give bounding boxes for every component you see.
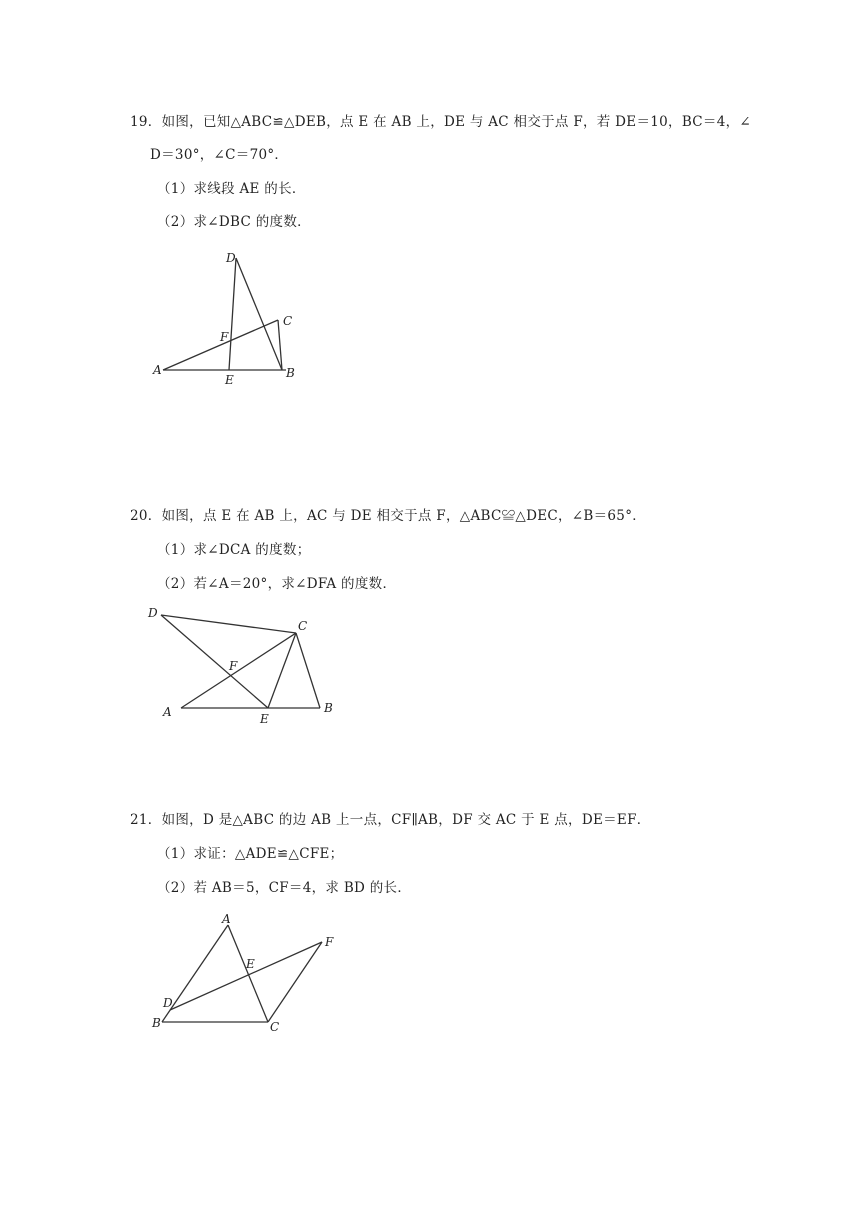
q21-label-B: B <box>152 1016 161 1030</box>
q21-label-F: F <box>325 935 334 949</box>
q19-label-E: E <box>225 373 234 387</box>
q19-stem-line2: D＝30°，∠C＝70°． <box>150 147 289 163</box>
q20-sub1: （1）求∠DCA 的度数； <box>157 542 311 558</box>
q19-stem-line1: 19．如图，已知△ABC≌△DEB，点 E 在 AB 上，DE 与 AC 相交于点 F，若 DE＝10，BC＝4，∠ <box>130 114 752 130</box>
q21-sub1: （1）求证：△ADE≌△CFE； <box>157 846 344 862</box>
q20-label-F: F <box>229 659 238 673</box>
q19-label-F: F <box>220 330 229 344</box>
q21-label-C: C <box>270 1020 280 1034</box>
q20-label-C: C <box>298 619 308 633</box>
q20-label-D: D <box>148 606 158 620</box>
q20-label-B: B <box>324 701 333 715</box>
q20-label-A: A <box>163 705 172 719</box>
q19-sub2: （2）求∠DBC 的度数． <box>157 214 311 230</box>
q21-label-E: E <box>246 957 255 971</box>
q19-label-A: A <box>153 363 162 377</box>
q21-label-D: D <box>163 996 173 1010</box>
q19-label-D: D <box>226 251 236 265</box>
q19-label-B: B <box>286 366 295 380</box>
q20-label-E: E <box>260 712 269 726</box>
q19-sub1: （1）求线段 AE 的长． <box>157 181 306 197</box>
q21-sub2: （2）若 AB＝5，CF＝4，求 BD 的长． <box>157 880 412 896</box>
q19-label-C: C <box>283 314 293 328</box>
q21-label-A: A <box>222 912 231 926</box>
q20-stem-line1: 20．如图，点 E 在 AB 上，AC 与 DE 相交于点 F，△ABC≌△DEC，∠B＝65°． <box>130 508 647 524</box>
q21-stem-line1: 21．如图，D 是△ABC 的边 AB 上一点，CF∥AB，DF 交 AC 于 E 点，DE＝EF． <box>130 812 651 828</box>
q20-sub2: （2）若∠A＝20°，求∠DFA 的度数． <box>157 576 397 592</box>
q21-segment-AC <box>228 925 268 1022</box>
